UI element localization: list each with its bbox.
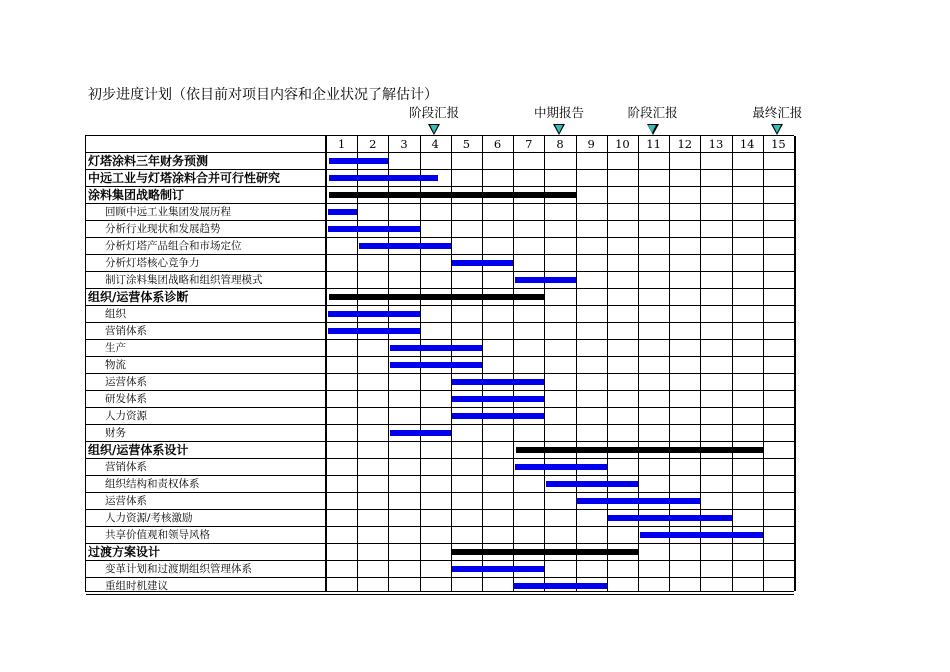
milestone-triangle-icon bbox=[553, 124, 565, 135]
week-number: 5 bbox=[462, 137, 471, 151]
week-number: 7 bbox=[525, 137, 533, 151]
task-label: 运营体系 bbox=[105, 495, 147, 507]
grid-vline bbox=[482, 136, 483, 591]
task-label: 物流 bbox=[105, 359, 126, 371]
week-number: 2 bbox=[369, 137, 377, 151]
grid-vline bbox=[638, 136, 639, 591]
task-bar bbox=[546, 481, 638, 487]
milestone-triangle-icon bbox=[771, 124, 783, 135]
task-bar bbox=[328, 328, 420, 334]
task-label: 营销体系 bbox=[105, 461, 147, 473]
task-bar bbox=[328, 209, 358, 215]
phase-label: 组织/运营体系诊断 bbox=[88, 290, 189, 304]
grid-vline bbox=[607, 136, 608, 591]
phase-bar bbox=[329, 192, 575, 198]
phase-bar bbox=[451, 549, 638, 555]
week-number: 3 bbox=[400, 137, 408, 151]
grid-vline bbox=[357, 136, 358, 591]
grid-vline bbox=[763, 136, 764, 591]
task-bar bbox=[390, 430, 451, 436]
milestone-label: 中期报告 bbox=[533, 105, 585, 120]
task-label: 组织 bbox=[105, 308, 126, 320]
task-label: 变革计划和过渡期组织管理体系 bbox=[105, 563, 252, 575]
milestone-triangle-icon bbox=[647, 124, 659, 135]
phase-label: 涂料集团战略制订 bbox=[88, 188, 185, 202]
week-number: 6 bbox=[493, 137, 502, 151]
week-number: 1 bbox=[337, 137, 346, 151]
grid-vline bbox=[794, 136, 796, 591]
task-label: 共享价值观和领导风格 bbox=[105, 529, 210, 541]
week-number: 14 bbox=[739, 137, 755, 151]
week-number: 11 bbox=[646, 137, 661, 151]
task-bar bbox=[390, 362, 482, 368]
phase-label: 过渡方案设计 bbox=[88, 545, 161, 559]
week-number: 9 bbox=[587, 137, 595, 151]
task-bar bbox=[328, 311, 420, 317]
task-label: 重组时机建议 bbox=[105, 580, 168, 592]
milestone-triangle-icon bbox=[428, 124, 440, 135]
task-label: 生产 bbox=[105, 342, 126, 354]
task-label: 研发体系 bbox=[105, 393, 147, 405]
page-title: 初步进度计划（依目前对项目内容和企业状况了解估计） bbox=[88, 87, 438, 103]
task-bar bbox=[452, 566, 544, 572]
task-bar bbox=[452, 379, 544, 385]
task-bar bbox=[515, 277, 576, 283]
phase-bar bbox=[329, 175, 438, 181]
task-bar bbox=[452, 413, 544, 419]
phase-bar bbox=[329, 158, 388, 164]
task-label: 回顾中远工业集团发展历程 bbox=[105, 206, 231, 218]
phase-bar bbox=[329, 294, 544, 300]
week-number: 10 bbox=[615, 137, 630, 151]
task-label: 人力资源 bbox=[105, 410, 147, 422]
grid-vline bbox=[700, 136, 701, 591]
task-label: 人力资源/考核激励 bbox=[105, 512, 193, 524]
task-bar bbox=[513, 583, 607, 589]
grid-vline bbox=[732, 136, 733, 591]
gantt-chart bbox=[85, 135, 794, 592]
task-label: 分析灯塔产品组合和市场定位 bbox=[105, 240, 242, 252]
milestone-label: 阶段汇报 bbox=[409, 105, 460, 120]
week-number: 15 bbox=[771, 137, 786, 151]
task-bar bbox=[359, 243, 451, 249]
task-label: 运营体系 bbox=[105, 376, 147, 388]
grid-vline bbox=[513, 136, 514, 591]
task-bar bbox=[515, 464, 607, 470]
task-bar bbox=[640, 532, 763, 538]
grid-vline bbox=[669, 136, 670, 591]
grid-vline bbox=[576, 136, 577, 591]
week-number: 12 bbox=[677, 137, 693, 151]
task-bar bbox=[390, 345, 482, 351]
task-bar bbox=[328, 226, 420, 232]
task-label: 财务 bbox=[105, 427, 126, 439]
phase-label: 灯塔涂料三年财务预测 bbox=[88, 154, 209, 168]
task-label: 分析行业现状和发展趋势 bbox=[105, 223, 221, 235]
week-number: 13 bbox=[708, 137, 724, 151]
phase-label: 中远工业与灯塔涂料合并可行性研究 bbox=[88, 171, 281, 185]
grid-vline bbox=[544, 136, 545, 591]
task-label: 制订涂料集团战略和组织管理模式 bbox=[105, 274, 263, 286]
week-number: 8 bbox=[556, 137, 564, 151]
milestone-label: 最终汇报 bbox=[752, 105, 803, 120]
task-bar bbox=[577, 498, 700, 504]
week-number: 4 bbox=[431, 137, 439, 151]
task-bar bbox=[452, 260, 513, 266]
phase-label: 组织/运营体系设计 bbox=[88, 443, 189, 457]
task-bar bbox=[608, 515, 731, 521]
task-label: 分析灯塔核心竞争力 bbox=[105, 257, 200, 269]
milestone-label: 阶段汇报 bbox=[627, 105, 678, 120]
task-label: 营销体系 bbox=[105, 325, 147, 337]
task-bar bbox=[452, 396, 544, 402]
phase-bar bbox=[516, 447, 762, 453]
task-label: 组织结构和责权体系 bbox=[105, 478, 200, 490]
